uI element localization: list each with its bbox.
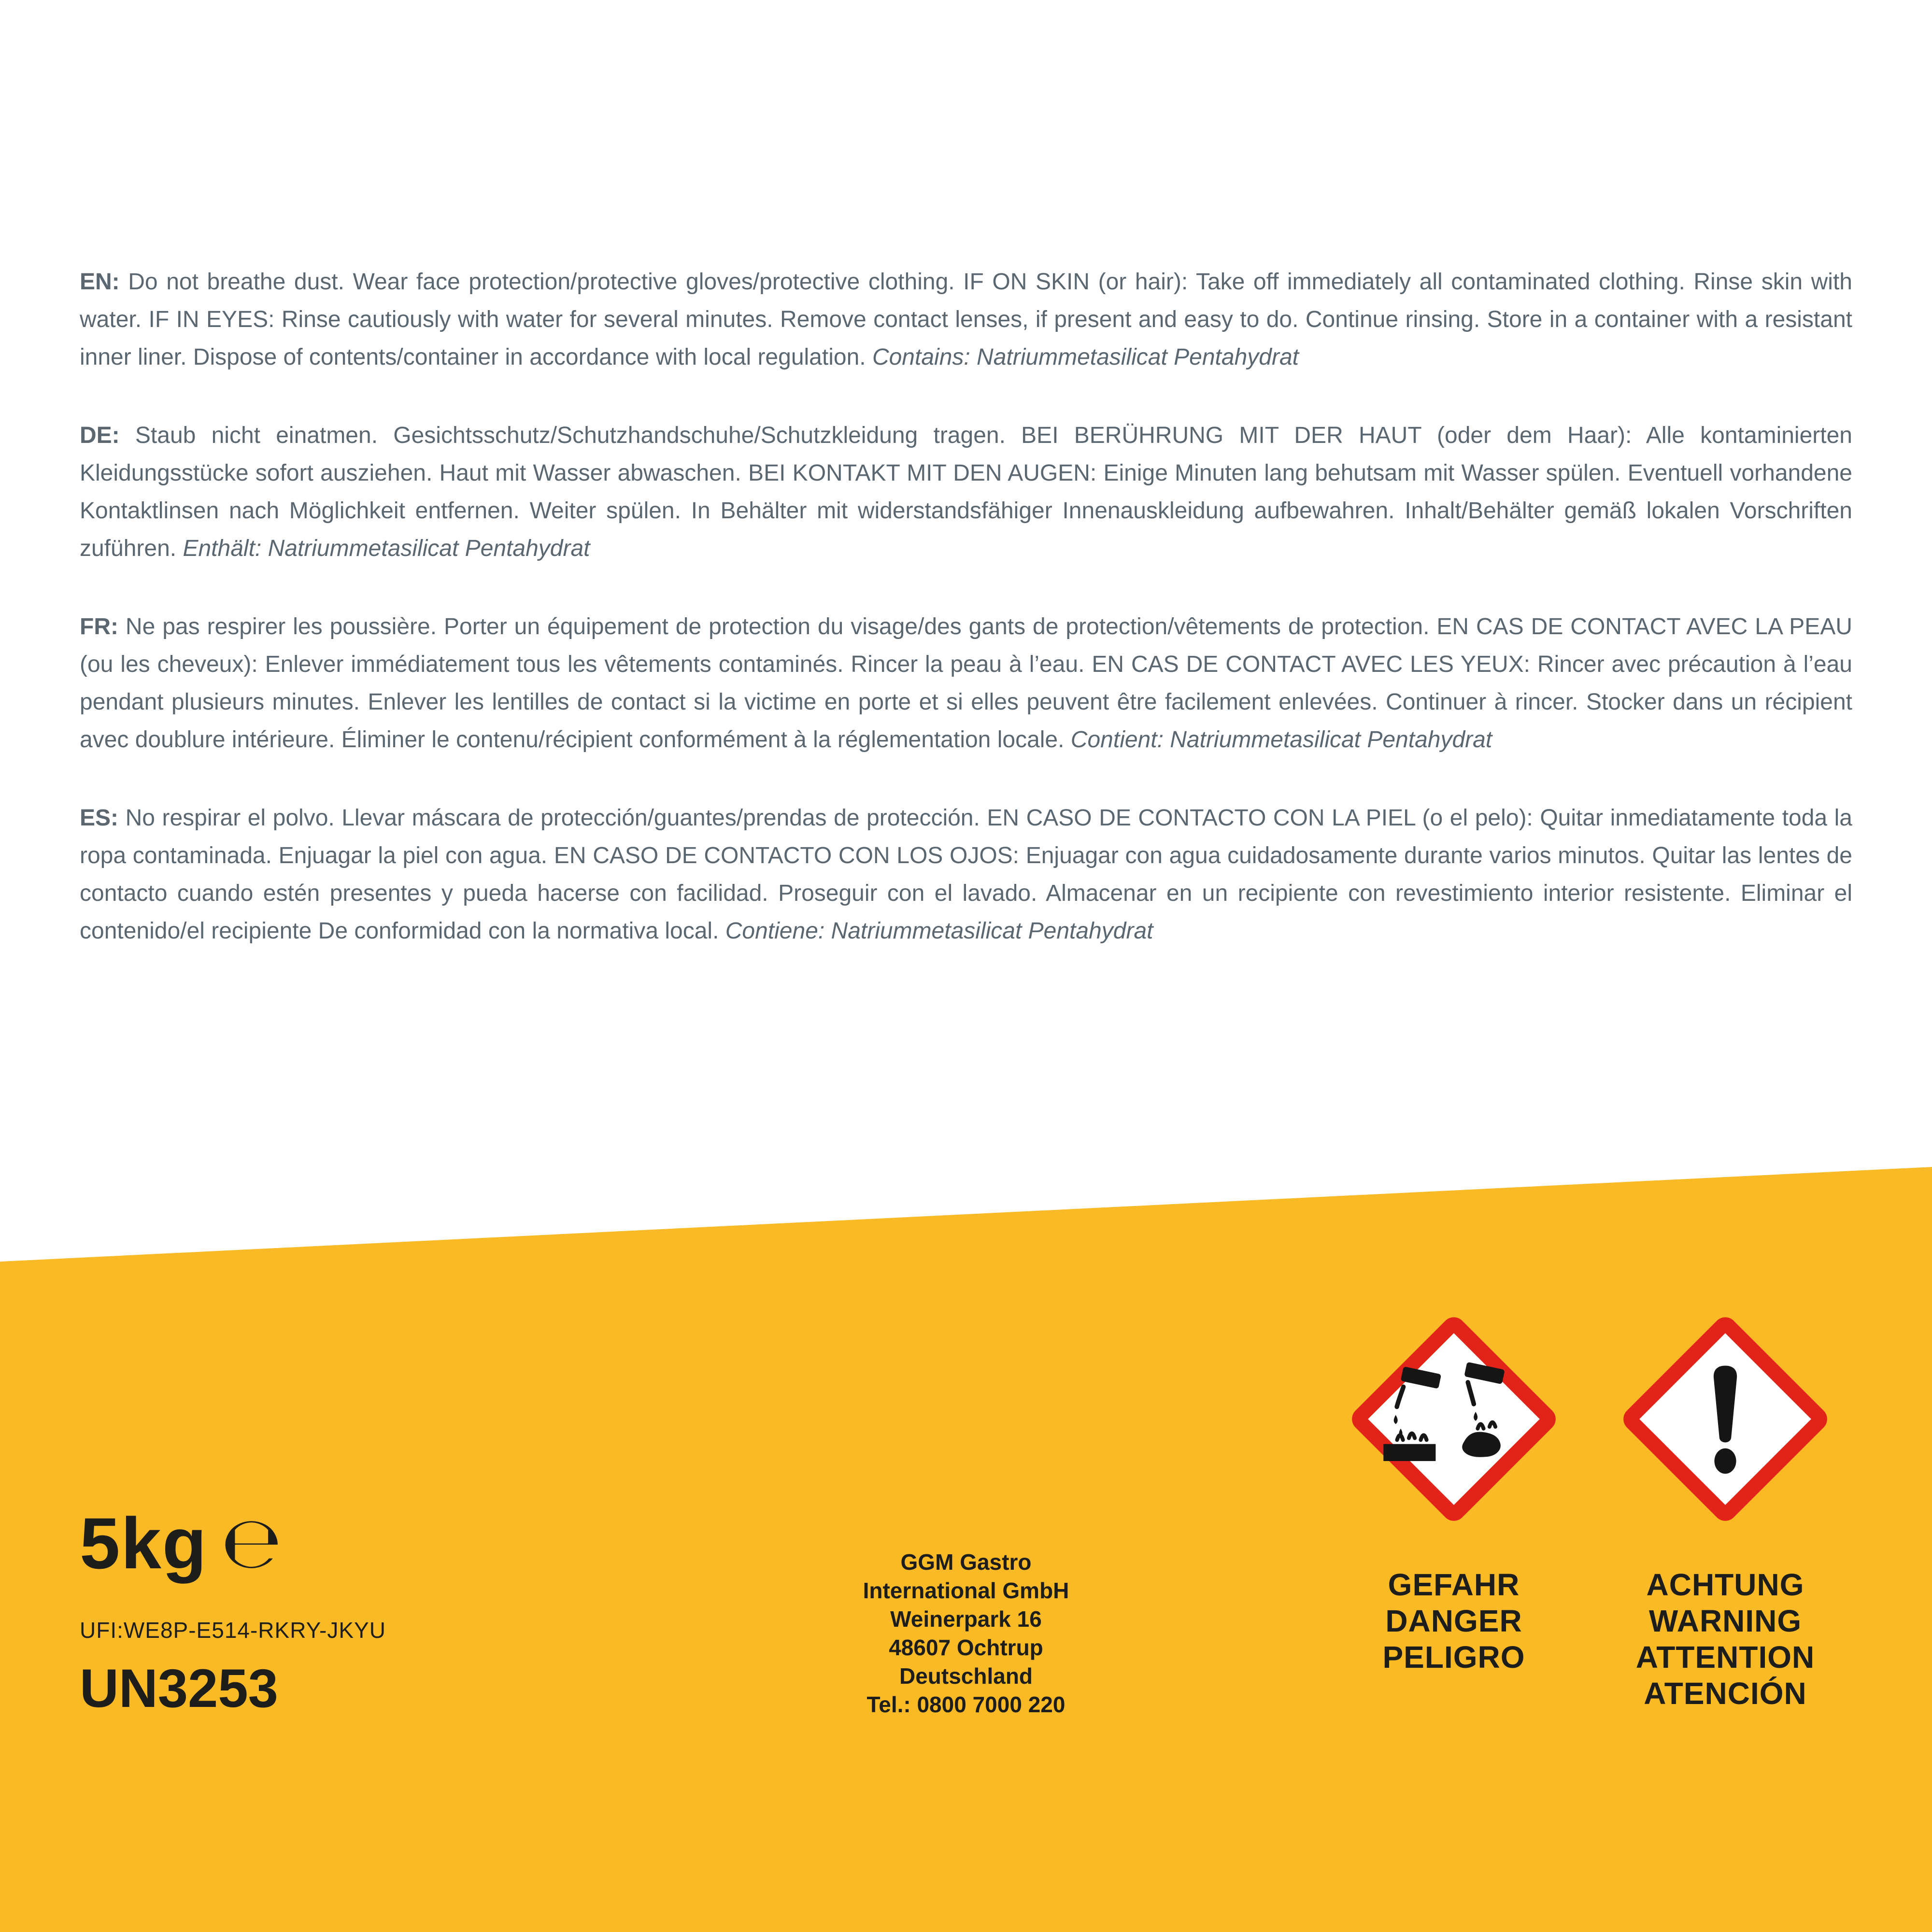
signal-word: DANGER bbox=[1385, 1604, 1522, 1638]
safety-paragraphs bbox=[80, 263, 1852, 991]
signal-words-warning bbox=[1612, 1567, 1839, 1712]
paragraph-fr-body: Ne pas respirer les poussière. Porter un équipement de protection du visage/des gants de protection/vêtements de protection. EN CAS DE CONTACT AVEC LA PEAU (ou les cheveux): Enlever immédiatement tous les vêtements contaminés. Rincer la peau à l’eau. EN CAS DE CONTACT AVEC LES YEUX: Rincer avec précaution à l’eau pendant plusieurs minutes. Enlever les lentilles de contact si la victime en porte et si elles peuvent être facilement enlevées. Continuer à rincer. Stocker dans un récipient avec doublure intérieure. Éliminer le contenu/récipient conformément à la réglementation locale. bbox=[80, 614, 1852, 753]
signal-word: PELIGRO bbox=[1382, 1640, 1525, 1675]
signal-word: ATENCIÓN bbox=[1644, 1676, 1807, 1711]
signal-word: GEFAHR bbox=[1388, 1567, 1520, 1602]
lang-label-en: EN: bbox=[80, 269, 120, 295]
paragraph-es-contains: Contiene: Natriummetasilicat Pentahydrat bbox=[725, 918, 1153, 944]
paragraph-fr-contains: Contient: Natriummetasilicat Pentahydrat bbox=[1070, 727, 1492, 753]
address-line: Tel.: 0800 7000 220 bbox=[867, 1692, 1065, 1717]
address-line: Deutschland bbox=[899, 1663, 1033, 1689]
address-line: 48607 Ochtrup bbox=[889, 1635, 1043, 1660]
manufacturer-address bbox=[797, 1548, 1135, 1719]
paragraph-es bbox=[80, 799, 1852, 950]
signal-word: ATTENTION bbox=[1635, 1640, 1815, 1675]
paragraph-de-contains: Enthält: Natriummetasilicat Pentahydrat bbox=[183, 536, 590, 561]
lang-label-fr: FR: bbox=[80, 614, 118, 639]
ghs07-exclamation-icon bbox=[1612, 1306, 1839, 1533]
address-line: International GmbH bbox=[863, 1578, 1069, 1603]
un-number: UN3253 bbox=[80, 1658, 278, 1719]
paragraph-de bbox=[80, 417, 1852, 568]
lang-label-es: ES: bbox=[80, 805, 119, 831]
address-line: Weinerpark 16 bbox=[890, 1606, 1042, 1632]
signal-word: WARNING bbox=[1648, 1604, 1802, 1638]
paragraph-en-body: Do not breathe dust. Wear face protection/protective gloves/protective clothing. IF ON SKIN (or hair): Take off immediately all contaminated clothing. Rinse skin with water. IF IN EYES: Rinse cautiously with water for several minutes. Remove contact lenses, if present and easy to do. Continue rinsing. Store in a container with a resistant inner liner. Dispose of contents/container in accordance with local regulation. bbox=[80, 269, 1852, 370]
net-quantity bbox=[80, 1501, 282, 1584]
paragraph-en-contains: Contains: Natriummetasilicat Pentahydrat bbox=[872, 344, 1299, 370]
paragraph-de-body: Staub nicht einatmen. Gesichtsschutz/Schutzhandschuhe/Schutzkleidung tragen. BEI BERÜHRUNG MIT DER HAUT (oder dem Haar): Alle kontaminierten Kleidungsstücke sofort ausziehen. Haut mit Wasser abwaschen. BEI KONTAKT MIT DEN AUGEN: Einige Minuten lang behutsam mit Wasser spülen. Eventuell vorhandene Kontaktlinsen nach Möglichkeit entfernen. Weiter spülen. In Behälter mit widerstandsfähiger Innenauskleidung aufbewahren. Inhalt/Behälter gemäß lokalen Vorschriften zuführen. bbox=[80, 423, 1852, 561]
paragraph-es-body: No respirar el polvo. Llevar máscara de protección/guantes/prendas de protección. EN CASO DE CONTACTO CON LA PIEL (o el pelo): Quitar inmediatamente toda la ropa contaminada. Enjuagar la piel con agua. EN CASO DE CONTACTO CON LOS OJOS: Enjuagar con agua cuidadosamente durante varios minutos. Quitar las lentes de contacto cuando estén presentes y pueda hacerse con facilidad. Proseguir con el lavado. Almacenar en un recipiente con revestimiento interior resistente. Eliminar el contenido/el recipiente De conformidad con la normativa local. bbox=[80, 805, 1852, 944]
ufi-code: UFI:WE8P-E514-RKRY-JKYU bbox=[80, 1618, 386, 1643]
lang-label-de: DE: bbox=[80, 423, 120, 448]
address-line: GGM Gastro bbox=[900, 1549, 1032, 1575]
signal-word: ACHTUNG bbox=[1646, 1567, 1804, 1602]
paragraph-fr bbox=[80, 608, 1852, 759]
net-weight-value: 5kg bbox=[80, 1503, 208, 1584]
paragraph-en bbox=[80, 263, 1852, 376]
signal-words-danger bbox=[1340, 1567, 1567, 1676]
ghs05-corrosive-icon bbox=[1340, 1306, 1567, 1533]
estimated-sign-icon: ℮ bbox=[221, 1501, 282, 1584]
